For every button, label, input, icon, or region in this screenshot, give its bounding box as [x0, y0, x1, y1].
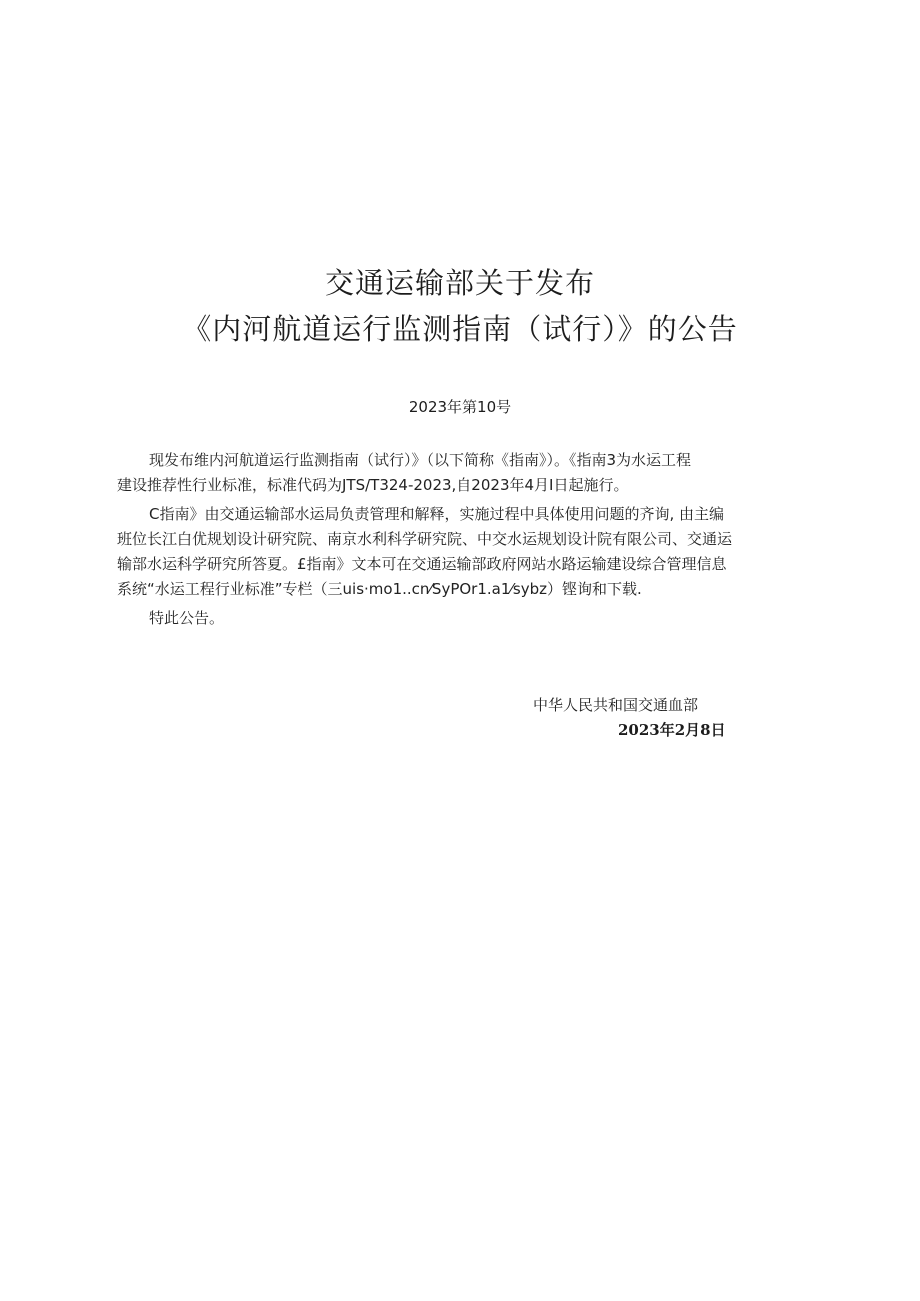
paragraph-2-line-1: C指南》由交通运输部水运局负责管理和解释，实施过程中具体使用问题的齐询, 由主编	[149, 505, 725, 523]
paragraph-1-line-1: 现发布维内河航道运行监测指南（试行）》（以下简称《指南》）。《指南3为水运工程	[149, 451, 692, 469]
paragraph-2-line-3: 输部水运科学研究所答夏。£指南》文本可在交通运输部政府网站水路运输建设综合管理信息	[117, 555, 727, 573]
paragraph-1	[117, 448, 807, 498]
paragraph-2-line-4: 系统“水运工程行业标准”专栏（三uis·mo1..cn⁄SyPOr1.a1⁄sybz）铿询和下载.	[117, 580, 642, 598]
paragraph-3	[117, 606, 807, 631]
document-number: 2023年第10号	[408, 398, 512, 416]
document-title-line-2: 《内河航道运行监测指南（试行）》的公告	[182, 312, 738, 346]
paragraph-2	[117, 502, 807, 602]
signature-date: 2023年2月8日	[618, 721, 726, 739]
document-title-line-1: 交通运输部关于发布	[324, 266, 595, 300]
signature-organization: 中华人民共和国交通血部	[533, 696, 699, 714]
paragraph-2-line-2: 班位长江白优规划设计研究院、南京水利科学研究院、中交水运规划设计院有限公司、交通运	[117, 530, 733, 548]
closing-remark: 特此公告。	[149, 609, 225, 627]
paragraph-1-line-2: 建设推荐性行业标准，标准代码为JTS/T324-2023,自2023年4月I日起施行。	[117, 476, 629, 494]
